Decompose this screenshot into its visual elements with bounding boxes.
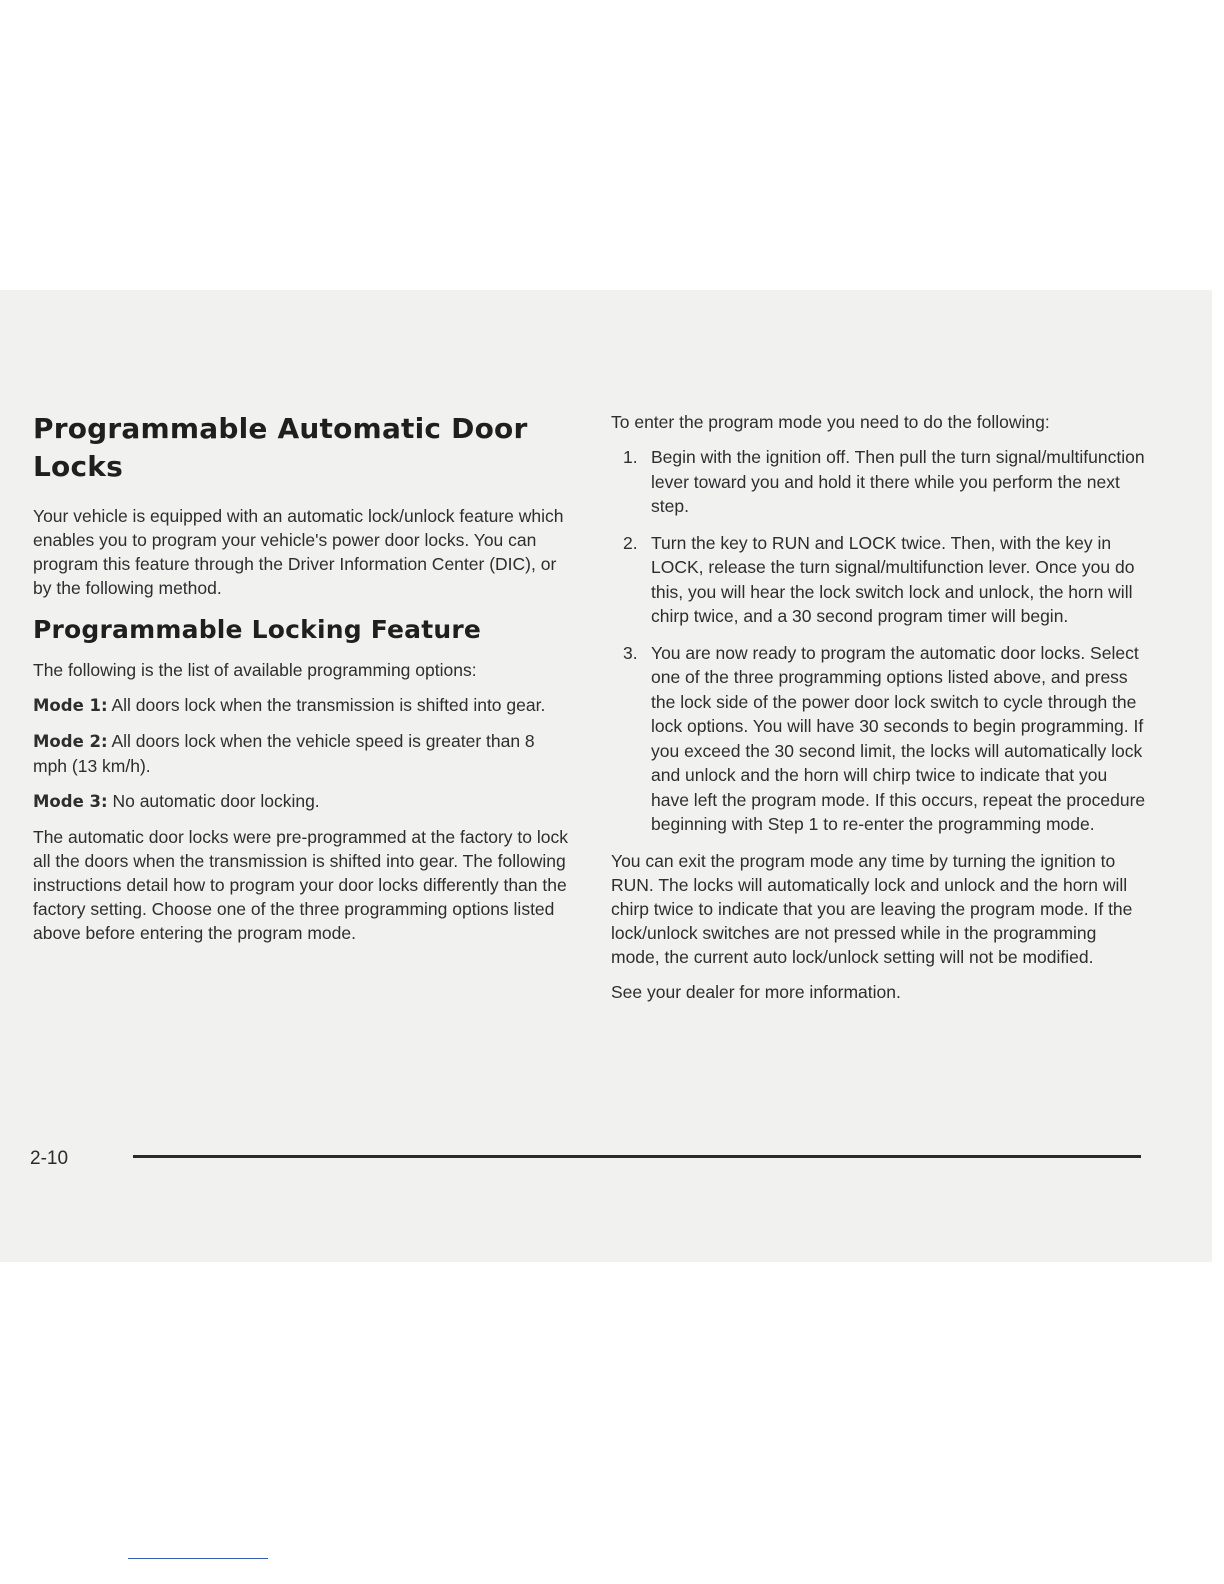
right-column xyxy=(611,410,1146,1015)
list-item xyxy=(611,445,1146,519)
step-text: You are now ready to program the automatic door locks. Select one of the three programming options listed above, and press the lock side of the power door lock switch to cycle through the lock options. You will have 30 seconds to begin programming. If you exceed the 30 second limit, the locks will automatically lock and unlock and the horn will chirp twice to indicate that you have left the program mode. If this occurs, repeat the procedure beginning with Step 1 to re-enter the programming mode. xyxy=(651,642,1146,834)
step-number: 1. xyxy=(623,447,638,467)
factory-note: The automatic door locks were pre-programmed at the factory to lock all the doors when the transmission is shifted into gear. The following instructions detail how to program your door locks differently than the factory setting. Choose one of the three programming options listed above before entering the program mode. xyxy=(33,827,568,943)
page-title: Programmable Automatic Door Locks xyxy=(33,412,528,483)
mode-3-text: No automatic door locking. xyxy=(112,791,320,811)
options-intro: The following is the list of available programming options: xyxy=(33,660,477,680)
page-number: 2-10 xyxy=(30,1148,69,1169)
mode-3-label: Mode 3: xyxy=(33,792,108,811)
step-text: Turn the key to RUN and LOCK twice. Then, with the key in LOCK, release the turn signal/multifunction lever. Once you do this, you will hear the lock switch lock and unlock, the horn will chirp twice, and a 30 second program timer will begin. xyxy=(651,532,1135,626)
mode-1-item xyxy=(33,693,568,718)
mode-1-text: All doors lock when the transmission is shifted into gear. xyxy=(111,695,546,715)
step-number: 3. xyxy=(623,642,638,663)
list-item xyxy=(611,641,1146,837)
footer-divider xyxy=(133,1155,1141,1158)
step-number: 2. xyxy=(623,532,638,553)
dealer-note: See your dealer for more information. xyxy=(611,981,901,1002)
mode-2-label: Mode 2: xyxy=(33,732,108,751)
steps-list xyxy=(611,445,1146,837)
intro-paragraph: Your vehicle is equipped with an automatic lock/unlock feature which enables you to program your vehicle's power door locks. You can program this feature through the Driver Information Center (DIC), or by the following method. xyxy=(33,506,564,598)
section-heading: Programmable Locking Feature xyxy=(33,615,482,644)
exit-note: You can exit the program mode any time by turning the ignition to RUN. The locks will automatically lock and unlock and the horn will chirp twice to indicate that you are leaving the program mode. If the lock/unlock switches are not pressed while in the programming mode, the current auto lock/unlock setting will not be modified. xyxy=(611,850,1133,967)
mode-2-text: All doors lock when the vehicle speed is greater than 8 mph (13 km/h). xyxy=(33,731,535,776)
link-underline xyxy=(128,1558,268,1559)
list-item xyxy=(611,531,1146,629)
left-column xyxy=(33,410,568,956)
step-text: Begin with the ignition off. Then pull the turn signal/multifunction lever toward you and hold it there while you perform the next step. xyxy=(651,447,1145,516)
mode-1-label: Mode 1: xyxy=(33,696,108,715)
program-mode-intro: To enter the program mode you need to do the following: xyxy=(611,412,1050,432)
mode-2-item xyxy=(33,729,568,778)
mode-3-item xyxy=(33,789,568,814)
